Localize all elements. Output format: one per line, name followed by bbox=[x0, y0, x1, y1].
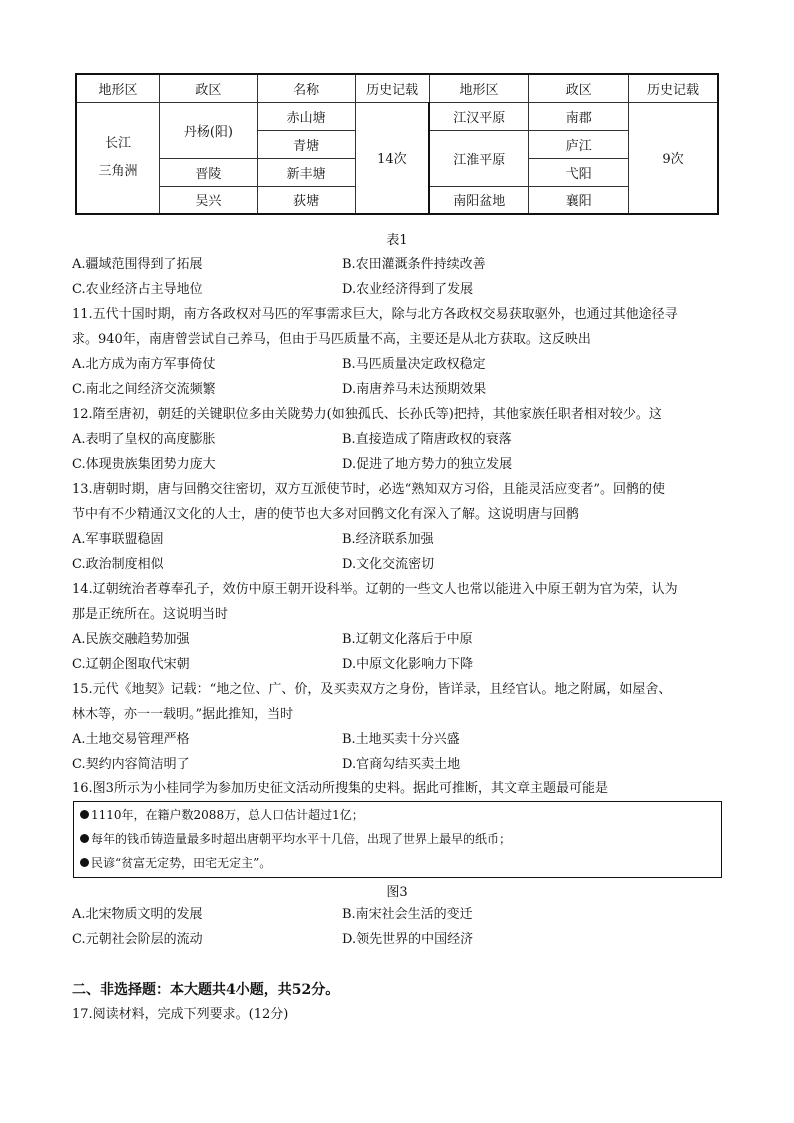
option-b: B.马匹质量决定政权稳定 bbox=[342, 357, 486, 372]
option-a: A.军事联盟稳固 bbox=[72, 532, 164, 547]
gov-cell: 襄阳 bbox=[529, 186, 629, 214]
option-a: A.北方成为南方军事倚仗 bbox=[72, 357, 216, 372]
table-row bbox=[76, 102, 718, 130]
question-stem: 13.唐朝时期，唐与回鹘交往密切，双方互派使节时，必选“熟知双方习俗，且能灵活应变者”。回鹘的使 bbox=[72, 482, 665, 497]
count-cell: 9次 bbox=[629, 102, 718, 214]
name-cell: 荻塘 bbox=[257, 186, 355, 214]
region-line: 三角洲 bbox=[98, 163, 138, 179]
count-cell: 14次 bbox=[355, 102, 429, 214]
question-stem: 17.阅读材料，完成下列要求。(12分) bbox=[72, 1007, 289, 1022]
bullet-icon bbox=[80, 810, 89, 819]
table-header-cell: 政区 bbox=[159, 74, 257, 102]
figure-item bbox=[80, 854, 271, 871]
option-a: A.民族交融趋势加强 bbox=[72, 632, 190, 647]
question-stem: 林木等，亦一一载明。”据此推知，当时 bbox=[72, 707, 294, 722]
table-header-row bbox=[76, 74, 718, 102]
option-d: D.促进了地方势力的独立发展 bbox=[342, 457, 513, 472]
option-b: B.农田灌溉条件持续改善 bbox=[342, 257, 486, 272]
figure-3-box bbox=[73, 801, 722, 878]
option-d: D.官商勾结买卖土地 bbox=[342, 757, 461, 772]
region-line: 长江 bbox=[104, 135, 131, 151]
region-cell: 江汉平原 bbox=[429, 102, 529, 130]
option-a: A.北宋物质文明的发展 bbox=[72, 907, 203, 922]
gov-cell: 南郡 bbox=[529, 102, 629, 130]
name-cell: 新丰塘 bbox=[257, 158, 355, 186]
option-c: C.政治制度相似 bbox=[72, 557, 164, 572]
option-d: D.南唐养马未达预期效果 bbox=[342, 382, 487, 397]
figure-item bbox=[80, 806, 364, 823]
option-b: B.辽朝文化落后于中原 bbox=[342, 632, 473, 647]
bullet-icon bbox=[80, 834, 89, 843]
table-header-cell: 名称 bbox=[257, 74, 355, 102]
gov-cell: 晋陵 bbox=[159, 158, 257, 186]
gov-cell: 丹杨(阳) bbox=[159, 102, 257, 158]
table-1 bbox=[75, 73, 719, 215]
option-d: D.领先世界的中国经济 bbox=[342, 932, 474, 947]
question-stem: 求。940年，南唐曾尝试自己养马，但由于马匹质量不高，主要还是从北方获取。这反映出 bbox=[72, 332, 591, 347]
option-c: C.元朝社会阶层的流动 bbox=[72, 932, 203, 947]
option-a: A.土地交易管理严格 bbox=[72, 732, 190, 747]
gov-cell: 弋阳 bbox=[529, 158, 629, 186]
region-cell: 南阳盆地 bbox=[429, 186, 529, 214]
option-c: C.南北之间经济交流频繁 bbox=[72, 382, 216, 397]
question-stem: 16.图3所示为小桂同学为参加历史征文活动所搜集的史料。据此可推断，其文章主题最可能是 bbox=[72, 781, 608, 796]
figure-item-text: 民谚“贫富无定势，田宅无定主”。 bbox=[91, 856, 272, 870]
question-stem: 那是正统所在。这说明当时 bbox=[72, 607, 229, 622]
bullet-icon bbox=[80, 858, 89, 867]
question-stem: 12.隋至唐初，朝廷的关键职位多由关陇势力(如独孤氏、长孙氏等)把持，其他家族任职者相对较少。这 bbox=[72, 407, 662, 422]
table-header-cell: 地形区 bbox=[429, 74, 529, 102]
table-header-cell: 政区 bbox=[529, 74, 629, 102]
question-stem: 14.辽朝统治者尊奉孔子，效仿中原王朝开设科举。辽朝的一些文人也常以能进入中原王朝为官为荣，认为 bbox=[72, 582, 678, 597]
option-b: B.直接造成了隋唐政权的衰落 bbox=[342, 432, 512, 447]
figure-item-text: 每年的钱币铸造量最多时超出唐朝平均水平十几倍，出现了世界上最早的纸币； bbox=[91, 832, 512, 846]
option-c: C.体现贵族集团势力庞大 bbox=[72, 457, 216, 472]
option-d: D.农业经济得到了发展 bbox=[342, 282, 474, 297]
option-a: A.疆域范围得到了拓展 bbox=[72, 257, 203, 272]
region-cell bbox=[76, 102, 159, 214]
table-header-cell: 历史记载 bbox=[629, 74, 718, 102]
name-cell: 赤山塘 bbox=[257, 102, 355, 130]
figure-caption: 图3 bbox=[386, 885, 408, 900]
section-heading: 二、非选择题：本大题共4小题，共52分。 bbox=[72, 982, 340, 998]
option-c: C.辽朝企图取代宋朝 bbox=[72, 657, 190, 672]
option-d: D.中原文化影响力下降 bbox=[342, 657, 474, 672]
option-c: C.农业经济占主导地位 bbox=[72, 282, 203, 297]
question-stem: 15.元代《地契》记载：“地之位、广、价，及买卖双方之身份，皆详录，且经官认。地之附属，如屋舍、 bbox=[72, 682, 672, 697]
gov-cell: 庐江 bbox=[529, 130, 629, 158]
question-stem: 11.五代十国时期，南方各政权对马匹的军事需求巨大，除与北方各政权交易获取驱外，也通过其他途径寻 bbox=[72, 307, 678, 322]
option-c: C.契约内容简洁明了 bbox=[72, 757, 190, 772]
table-header-cell: 地形区 bbox=[76, 74, 159, 102]
table-caption: 表1 bbox=[386, 233, 408, 248]
option-b: B.经济联系加强 bbox=[342, 532, 434, 547]
region-cell: 江淮平原 bbox=[429, 130, 529, 186]
option-d: D.文化交流密切 bbox=[342, 557, 435, 572]
table-header-cell: 历史记载 bbox=[355, 74, 429, 102]
gov-cell: 吴兴 bbox=[159, 186, 257, 214]
figure-item-text: 1110年，在籍户数2088万，总人口估计超过1亿； bbox=[91, 808, 364, 822]
name-cell: 青塘 bbox=[257, 130, 355, 158]
figure-item bbox=[80, 830, 511, 847]
question-stem: 节中有不少精通汉文化的人士，唐的使节也大多对回鹘文化有深入了解。这说明唐与回鹘 bbox=[72, 507, 580, 522]
option-b: B.土地买卖十分兴盛 bbox=[342, 732, 460, 747]
option-b: B.南宋社会生活的变迁 bbox=[342, 907, 473, 922]
option-a: A.表明了皇权的高度膨胀 bbox=[72, 432, 216, 447]
